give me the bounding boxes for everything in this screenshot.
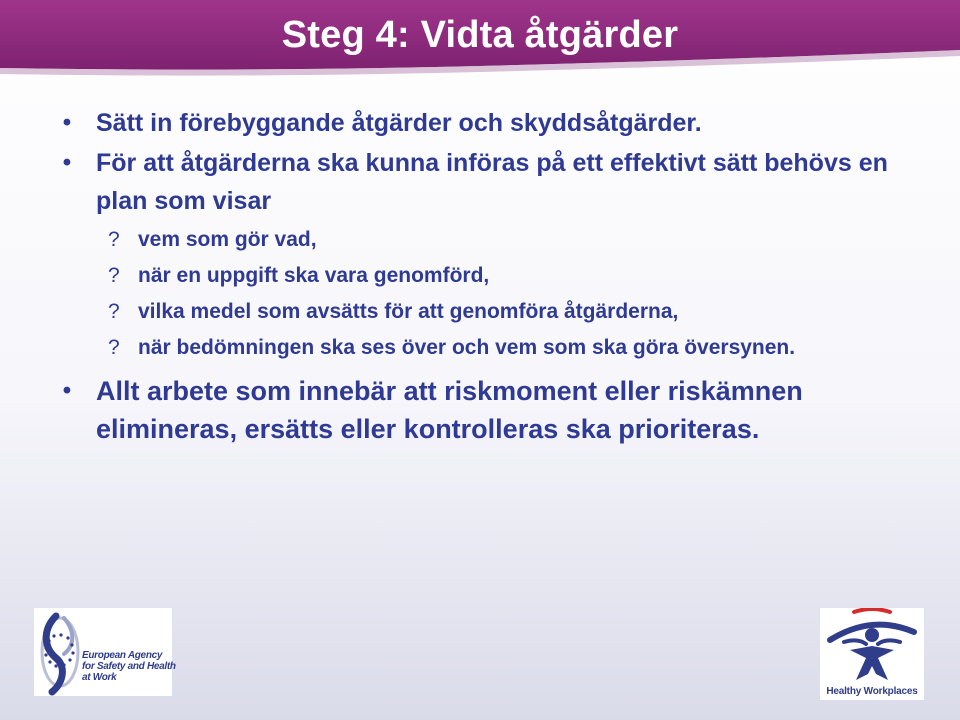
bullet-dot: •	[62, 109, 72, 136]
bullet-item	[56, 144, 936, 220]
bullet-item	[56, 372, 936, 448]
sub-bullet-marker: ?	[108, 336, 120, 359]
sub-bullet-item	[56, 259, 936, 292]
healthy-workplaces-logo-text: Healthy Workplaces	[826, 686, 918, 697]
sub-bullet-item	[56, 331, 936, 364]
bullet-text: Sätt in förebyggande åtgärder och skyddsåtgärder.	[96, 109, 702, 137]
bullet-list	[56, 104, 936, 450]
slide-title: Steg 4: Vidta åtgärder	[281, 14, 679, 56]
title-banner	[0, 0, 960, 82]
bullet-item	[56, 104, 936, 142]
sub-bullet-text: när en uppgift ska vara genomförd,	[138, 264, 490, 287]
sub-bullet-item	[56, 223, 936, 256]
bullet-text: För att åtgärderna ska kunna införas på ett effektivt sätt behövs en plan som visar	[96, 149, 888, 215]
sub-bullet-item	[56, 295, 936, 328]
bullet-dot: •	[62, 377, 72, 404]
sub-bullet-marker: ?	[108, 300, 120, 323]
eu-osha-logo	[34, 608, 176, 696]
healthy-workplaces-logo	[820, 608, 924, 700]
sub-bullet-text: vilka medel som avsätts för att genomföra åtgärderna,	[138, 300, 679, 323]
bullet-text: Allt arbete som innebär att riskmoment eller riskämnen elimineras, ersätts eller kontrolleras ska prioriteras.	[96, 376, 803, 444]
sub-bullet-text: när bedömningen ska ses över och vem som ska göra översynen.	[138, 336, 796, 359]
sub-bullet-marker: ?	[108, 228, 120, 251]
eu-osha-logo-text: European Agency for Safety and Health at Work	[82, 650, 176, 683]
bullet-dot: •	[62, 149, 72, 176]
sub-bullet-text: vem som gör vad,	[138, 228, 317, 251]
sub-bullet-marker: ?	[108, 264, 120, 287]
